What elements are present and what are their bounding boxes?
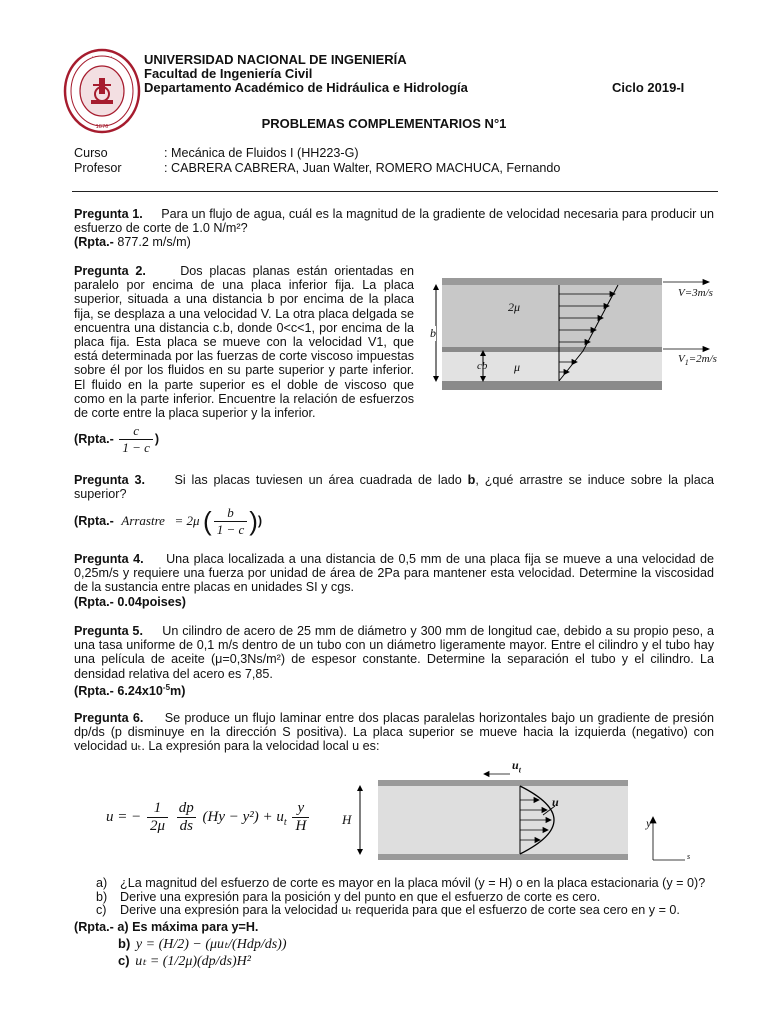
- question-1-label: Pregunta 1.: [74, 207, 143, 221]
- question-6-label: Pregunta 6.: [74, 711, 144, 725]
- faculty-name: Facultad de Ingeniería Civil: [144, 66, 313, 81]
- local-velocity-label: u: [552, 795, 559, 809]
- svg-text:· · · · · · ·: · · · · · · ·: [91, 54, 113, 60]
- question-2: Pregunta 2. Dos placas planas están orientadas en paralelo por encima de una placa inferior fija. La placa superior, situada a una distancia b por encima de la placa fija, se desplaza a una velocidad V. La otra placa delgada se encuentra una distancia c.b, donde 0<c<1, por encima de la placa fija. Esta placa se mueve con la velocidad V1, que está determinada por las fuerzas de corte viscoso impuestas sobre él por los fluidos en su parte superior y parte inferior. El fluido en la parte superior es el doble de viscoso que como en la parte inferior. Encuentre la relación de esfuerzos de corte entre la placa superior y la inferior.: [74, 264, 414, 421]
- viscosity-bottom-label: μ: [514, 360, 521, 374]
- question-3: Pregunta 3. Si las placas tuviesen un área cuadrada de lado b, ¿qué arrastre se induce sobre la placa superior?: [74, 473, 714, 502]
- question-1: Pregunta 1. Para un flujo de agua, cuál es la magnitud de la gradiente de velocidad necesaria para producir un esfuerzo de corte de 1.0 N/m²? (Rpta.- 877.2 m/s/m): [74, 207, 714, 250]
- question-3-label: Pregunta 3.: [74, 473, 145, 487]
- two-plates-figure: [428, 272, 738, 396]
- distance-b-label: b: [430, 326, 436, 340]
- question-6-items: [96, 877, 726, 918]
- list-item: c) Derive una expresión para la velocidad uₜ requerida para que el esfuerzo de corte sea cero en y = 0.: [96, 903, 680, 917]
- page-title: PROBLEMAS COMPLEMENTARIOS N°1: [261, 116, 507, 131]
- question-6-answer-a: (Rpta.- a) Es máxima para y=H.: [74, 920, 259, 934]
- list-item: a) ¿La magnitud del esfuerzo de corte es mayor en la placa móvil (y = H) o en la placa estacionaria (y = 0)?: [96, 876, 706, 890]
- department-name: Departamento Académico de Hidráulica e Hidrología: [144, 80, 468, 95]
- question-4: Pregunta 4. Una placa localizada a una distancia de 0,5 mm de una placa fija se mueve a una velocidad de 0,25m/s y requiere una fuerza por unidad de área de 2Pa para mantener esta velocidad. Determine la viscosidad de la sustancia entre placas en unidades SI y cgs. (Rpta.- 0.04poises): [74, 552, 714, 609]
- seal-year: 1876: [95, 124, 109, 130]
- header-divider: [72, 191, 718, 192]
- question-2-label: Pregunta 2.: [74, 264, 146, 278]
- y-axis-label: y: [646, 816, 652, 830]
- middle-velocity-label: $V_1=2m/s$: [678, 353, 717, 368]
- question-6-answer-b: b) y = (H/2) − (μuₜ/(Hdp/ds)): [118, 936, 287, 952]
- course-label: Curso: [74, 146, 108, 160]
- top-velocity-label: V=3m/s: [678, 287, 713, 299]
- professor-label: Profesor: [74, 161, 122, 175]
- course-value: : Mecánica de Fluidos I (HH223-G): [164, 146, 359, 160]
- distance-cb-label: cb: [477, 360, 488, 372]
- question-3-answer: (Rpta.- Arrastre = 2μ ( $\frac{b}{1 - c}$ )): [74, 505, 263, 537]
- question-5: Pregunta 5. Un cilindro de acero de 25 mm de diámetro y 300 mm de longitud cae, debido a su propio peso, a una tasa uniforme de 0,1 m/s dentro de un tubo con un diámetro ligeramente mayor. Entre el cilindro y el tubo hay una película de aceite (μ=0,3Ns/m²) de espesor constante. Determine la separación el tubo y el cilindro. La densidad relativa del acero es 7,85. (Rpta.- $6.24x10^{-5}m$): [74, 624, 714, 698]
- s-axis-label: s: [687, 852, 691, 861]
- question-4-label: Pregunta 4.: [74, 552, 144, 566]
- question-5-label: Pregunta 5.: [74, 624, 143, 638]
- question-6-answer-c: c) uₜ = (1/2μ)(dp/ds)H²: [118, 953, 251, 969]
- laminar-flow-figure: [342, 758, 720, 870]
- viscosity-top-label: 2μ: [508, 300, 521, 314]
- cycle: Ciclo 2019-I: [612, 80, 685, 95]
- plate-velocity-label: $u_t$: [512, 758, 521, 775]
- professor-value: : CABRERA CABRERA, Juan Walter, ROMERO MACHUCA, Fernando: [164, 161, 561, 175]
- velocity-equation: u = − $\frac{1}{2\mu}$ $\frac{dp}{ds}$ $(Hy - y^2) + u_t$ $\frac{y}{H}$: [106, 800, 311, 835]
- gap-height-label: H: [342, 812, 352, 827]
- university-name: UNIVERSIDAD NACIONAL DE INGENIERÍA: [144, 52, 407, 67]
- question-2-answer: (Rpta.- $\frac{c}{1 - c}$ ): [74, 423, 160, 455]
- list-item: b) Derive una expresión para la posición y del punto en que el esfuerzo de corte es cero.: [96, 889, 601, 904]
- question-6: Pregunta 6. Se produce un flujo laminar entre dos placas paralelas horizontales bajo un gradiente de presión dp/ds (p disminuye en la dirección S positiva). La placa superior se mueve hacia la izquierda (negativo) con velocidad uₜ. La expresión para la velocidad local u es:: [74, 711, 714, 754]
